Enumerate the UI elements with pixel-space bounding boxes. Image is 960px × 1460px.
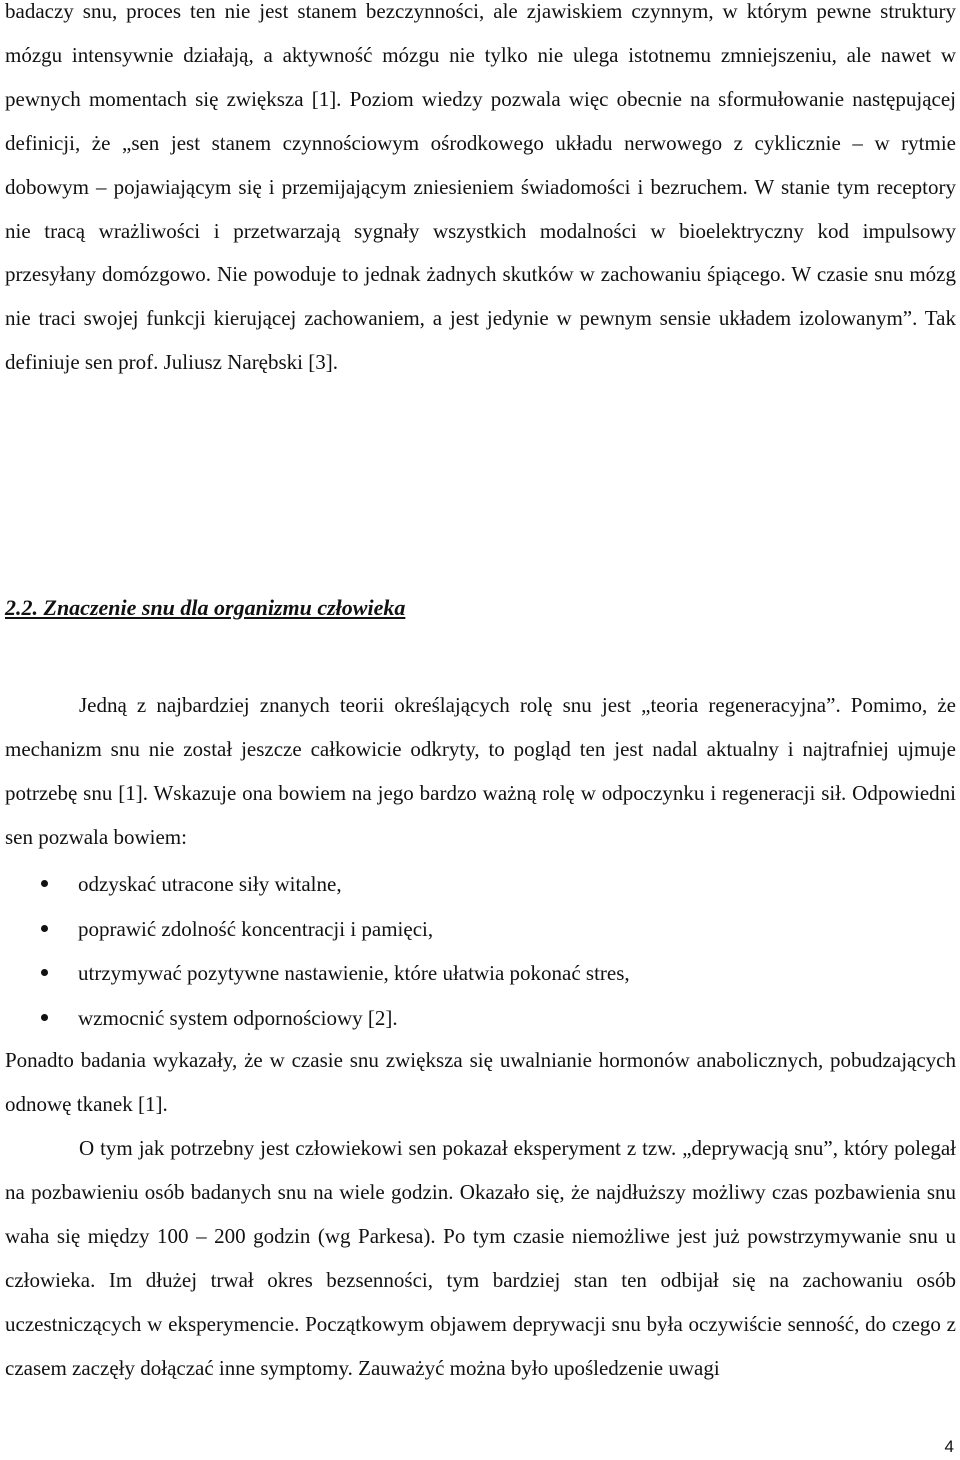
page-number: 4: [944, 1437, 954, 1456]
document-page: [5, 0, 956, 1380]
bullet-icon: [41, 969, 48, 976]
list-item-text: odzyskać utracone siły witalne,: [78, 872, 342, 896]
paragraph-regeneration-theory: Jedną z najbardziej znanych teorii określających rolę snu jest „teoria regeneracyjna”. Pomimo, że mechanizm snu nie został jeszcze całkowicie odkryty, to pogląd ten jest nadal aktualny i najtrafniej ujmuje potrzebę snu [1]. Wskazuje ona bowiem na jego bardzo ważną rolę w odpoczynku i regeneracji sił. Odpowiedni sen pozwala bowiem:: [5, 693, 956, 849]
list-item: [5, 862, 956, 907]
paragraph-anabolic-hormones: Ponadto badania wykazały, że w czasie snu zwiększa się uwalnianie hormonów anabolicznych, pobudzających odnowę tkanek [1].: [5, 1048, 956, 1116]
section-heading: 2.2. Znaczenie snu dla organizmu człowieka: [5, 595, 406, 620]
list-item-text: wzmocnić system odpornościowy [2].: [78, 1005, 398, 1030]
list-item-text: poprawić zdolność koncentracji i pamięci,: [78, 916, 434, 941]
list-item: [5, 996, 956, 1041]
list-item: [5, 951, 956, 996]
bullet-icon: [41, 1014, 48, 1021]
paragraph-sleep-deprivation: O tym jak potrzebny jest człowiekowi sen pokazał eksperyment z tzw. „deprywacją snu”, który polegał na pozbawieniu osób badanych snu na wiele godzin. Okazało się, że najdłuższy możliwy czas pozbawienia snu waha się między 100 – 200 godzin (wg Parkesa). Po tym czasie niemożliwe jest już powstrzymywanie snu u człowieka. Im dłużej trwał okres bezsenności, tym bardziej stan ten odbijał się na zachowaniu osób uczestniczących w eksperymencie. Początkowym objawem deprywacji snu była oczywiście senność, do czego z czasem zaczęły dołączać inne symptomy. Zauważyć można było upośledzenie uwagi: [5, 1136, 956, 1380]
list-item: [5, 907, 956, 952]
bullet-icon: [41, 880, 48, 887]
paragraph-continued-definition: badaczy snu, proces ten nie jest stanem bezczynności, ale zjawiskiem czynnym, w którym pewne struktury mózgu intensywnie działają, a aktywność mózgu nie tylko nie ulega istotnemu zmniejszeniu, ale nawet w pewnych momentach się zwiększa [1]. Poziom wiedzy pozwala więc obecnie na sformułowanie następującej definicji, że „sen jest stanem czynnościowym ośrodkowego układu nerwowego z cyklicznie – w rytmie dobowym – pojawiającym się i przemijającym zniesieniem świadomości i bezruchem. W stanie tym receptory nie tracą wrażliwości i przetwarzają sygnały wszystkich modalności w bioelektryczny kod impulsowy przesyłany domózgowo. Nie powoduje to jednak żadnych skutków w zachowaniu śpiącego. W czasie snu mózg nie traci swojej funkcji kierującej zachowaniem, a jest jedynie w pewnym sensie układem izolowanym”. Tak definiuje sen prof. Juliusz Narębski [3].: [5, 0, 956, 375]
bullet-icon: [41, 925, 48, 932]
list-item-text: utrzymywać pozytywne nastawienie, które ułatwia pokonać stres,: [78, 961, 630, 986]
benefits-list: [5, 862, 956, 1040]
